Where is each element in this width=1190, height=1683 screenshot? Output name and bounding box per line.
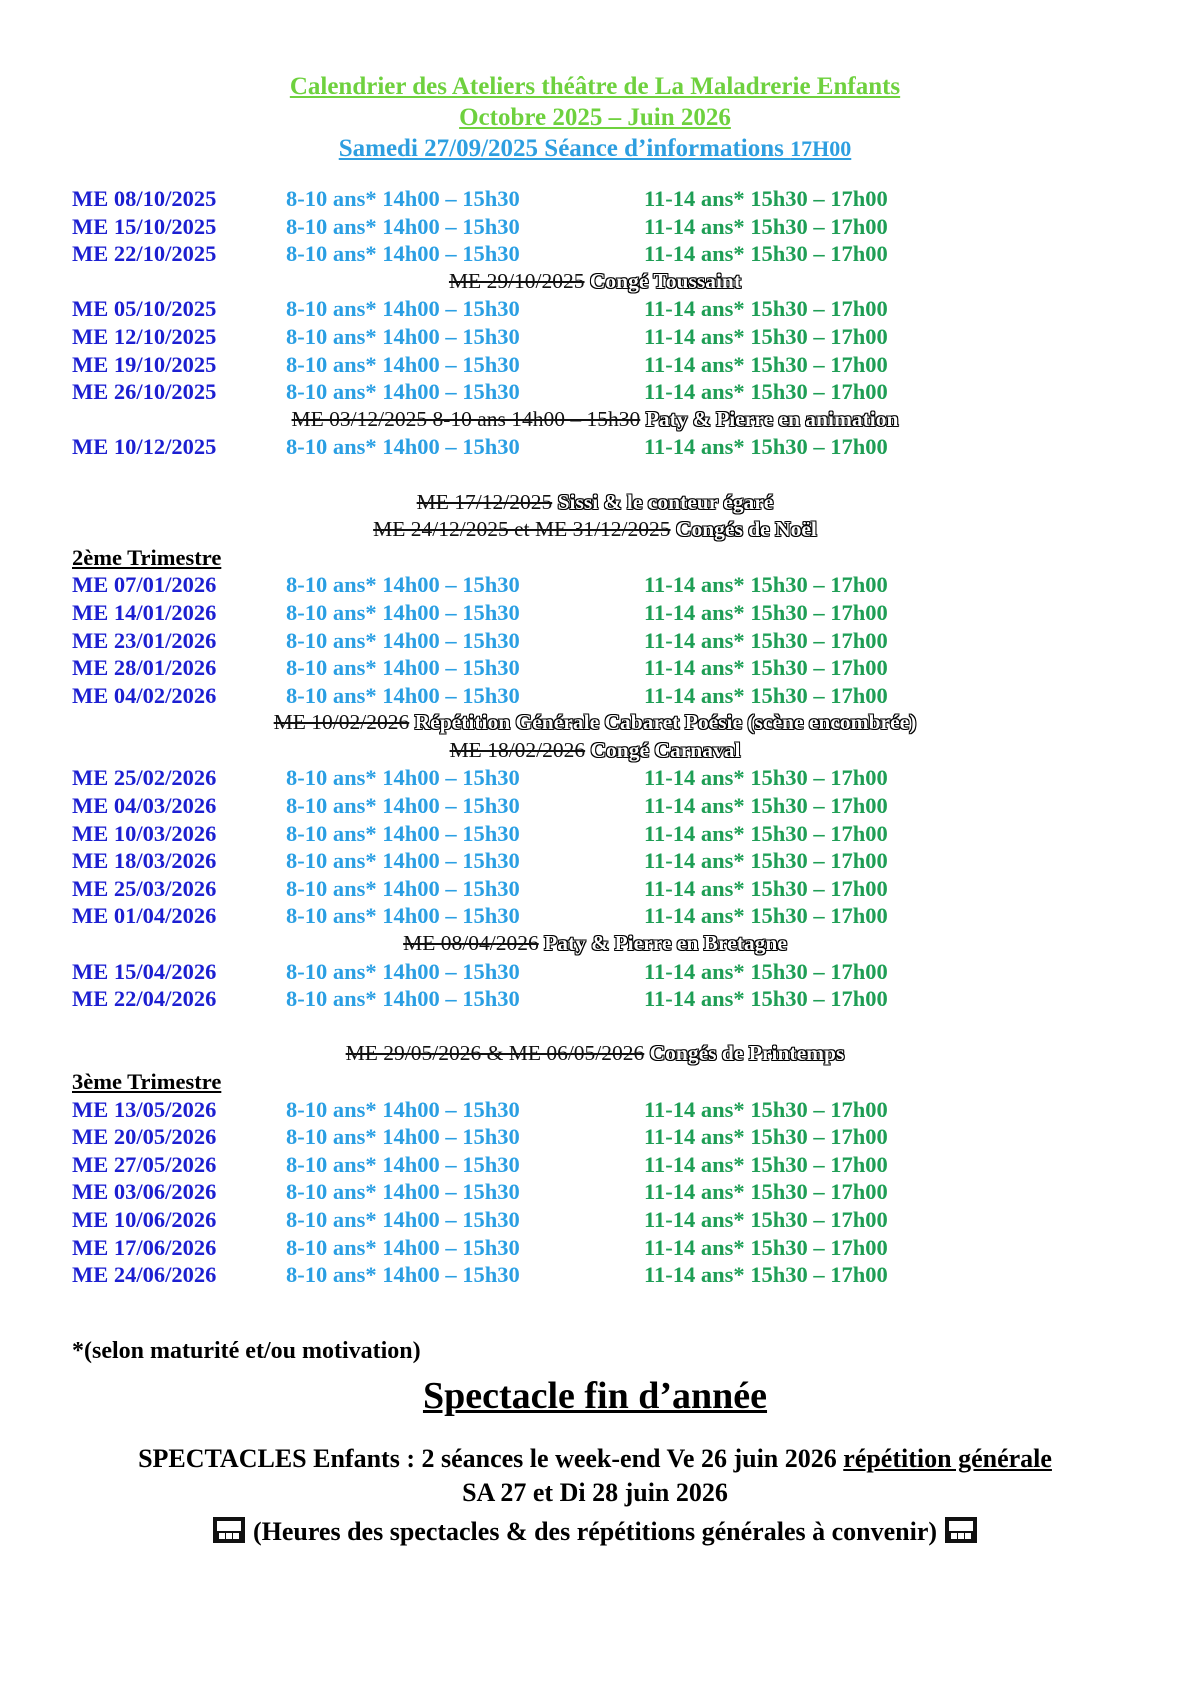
session-group-11-14: 11-14 ans* 15h30 – 17h00 [644, 1262, 888, 1288]
cancelled-row [0, 269, 1190, 297]
session-row [0, 876, 1190, 904]
session-group-8-10: 8-10 ans* 14h00 – 15h30 [286, 848, 520, 874]
session-group-8-10: 8-10 ans* 14h00 – 15h30 [286, 599, 520, 625]
cancellation-reason: Paty & Pierre en animation [640, 406, 899, 431]
session-date: ME 04/02/2026 [72, 682, 217, 708]
session-group-8-10: 8-10 ans* 14h00 – 15h30 [286, 903, 520, 929]
session-row [0, 1152, 1190, 1180]
session-date: ME 28/01/2026 [72, 655, 217, 681]
cancellation-reason: Répétition Générale Cabaret Poésie (scène encombrée) [409, 710, 917, 735]
session-row [0, 1097, 1190, 1125]
session-group-8-10: 8-10 ans* 14h00 – 15h30 [286, 1206, 520, 1232]
cancellation-reason: Congés de Printemps [644, 1041, 845, 1066]
session-group-11-14: 11-14 ans* 15h30 – 17h00 [644, 1179, 888, 1205]
calendar-title: Calendrier des Ateliers théâtre de La Maladrerie Enfants [289, 73, 901, 100]
session-row [0, 186, 1190, 214]
cancelled-row [0, 517, 1190, 545]
session-group-8-10: 8-10 ans* 14h00 – 15h30 [286, 1096, 520, 1122]
session-group-8-10: 8-10 ans* 14h00 – 15h30 [286, 323, 520, 349]
trimester-heading [0, 1069, 1190, 1097]
session-row [0, 765, 1190, 793]
session-date: ME 05/10/2025 [72, 296, 217, 322]
session-group-8-10: 8-10 ans* 14h00 – 15h30 [286, 1124, 520, 1150]
session-date: ME 23/01/2026 [72, 627, 217, 653]
session-group-8-10: 8-10 ans* 14h00 – 15h30 [286, 379, 520, 405]
session-date: ME 26/10/2025 [72, 379, 217, 405]
session-date: ME 22/10/2025 [72, 241, 217, 267]
session-row [0, 379, 1190, 407]
session-group-11-14: 11-14 ans* 15h30 – 17h00 [644, 682, 888, 708]
session-date: ME 25/02/2026 [72, 765, 217, 791]
session-date: ME 15/10/2025 [72, 213, 217, 239]
cancellation-reason: Congé Toussaint [584, 268, 742, 293]
footnote: *(selon maturité et/ou motivation) [72, 1338, 421, 1364]
cancellation-reason: Paty & Pierre en Bretagne [538, 931, 787, 956]
session-group-8-10: 8-10 ans* 14h00 – 15h30 [286, 682, 520, 708]
session-group-8-10: 8-10 ans* 14h00 – 15h30 [286, 296, 520, 322]
session-group-11-14: 11-14 ans* 15h30 – 17h00 [644, 986, 888, 1012]
trimester-heading [0, 545, 1190, 573]
session-date: ME 17/06/2026 [72, 1234, 217, 1260]
session-group-8-10: 8-10 ans* 14h00 – 15h30 [286, 793, 520, 819]
session-date: ME 10/06/2026 [72, 1206, 217, 1232]
cancelled-row [0, 407, 1190, 435]
session-group-8-10: 8-10 ans* 14h00 – 15h30 [286, 1151, 520, 1177]
cancellation-reason: Congé Carnaval [585, 737, 741, 762]
session-row [0, 628, 1190, 656]
info-session [0, 135, 1190, 163]
session-row [0, 1207, 1190, 1235]
session-group-8-10: 8-10 ans* 14h00 – 15h30 [286, 213, 520, 239]
session-row [0, 1262, 1190, 1290]
dress-rehearsal-link: répétition générale [843, 1444, 1052, 1473]
cancelled-date: ME 24/12/2025 et ME 31/12/2025 [373, 517, 671, 542]
cancelled-row [0, 490, 1190, 518]
session-date: ME 13/05/2026 [72, 1096, 217, 1122]
session-group-8-10: 8-10 ans* 14h00 – 15h30 [286, 1179, 520, 1205]
show-hours-line [0, 1516, 1190, 1547]
cancelled-row [0, 931, 1190, 959]
session-group-11-14: 11-14 ans* 15h30 – 17h00 [644, 186, 888, 211]
session-row [0, 1124, 1190, 1152]
schedule-list [0, 186, 1190, 1290]
session-row [0, 903, 1190, 931]
session-row [0, 793, 1190, 821]
session-group-8-10: 8-10 ans* 14h00 – 15h30 [286, 958, 520, 984]
session-group-8-10: 8-10 ans* 14h00 – 15h30 [286, 186, 520, 211]
session-group-11-14: 11-14 ans* 15h30 – 17h00 [644, 1096, 888, 1122]
spacer-row [0, 1014, 1190, 1042]
session-group-11-14: 11-14 ans* 15h30 – 17h00 [644, 351, 888, 377]
session-row [0, 600, 1190, 628]
session-date: ME 27/05/2026 [72, 1151, 217, 1177]
session-date: ME 03/06/2026 [72, 1179, 217, 1205]
end-of-year-heading: Spectacle fin d’année [422, 1375, 768, 1417]
session-group-11-14: 11-14 ans* 15h30 – 17h00 [644, 793, 888, 819]
session-group-11-14: 11-14 ans* 15h30 – 17h00 [644, 875, 888, 901]
show-dates-text: SPECTACLES Enfants : 2 séances le week-end Ve 26 juin 2026 [138, 1444, 844, 1473]
session-date: ME 18/03/2026 [72, 848, 217, 874]
cancelled-row [0, 738, 1190, 766]
session-row [0, 324, 1190, 352]
session-date: ME 20/05/2026 [72, 1124, 217, 1150]
session-date: ME 12/10/2025 [72, 323, 217, 349]
session-group-8-10: 8-10 ans* 14h00 – 15h30 [286, 986, 520, 1012]
session-row [0, 214, 1190, 242]
session-group-11-14: 11-14 ans* 15h30 – 17h00 [644, 213, 888, 239]
theater-seats-icon [944, 1516, 978, 1544]
session-date: ME 01/04/2026 [72, 903, 217, 929]
cancelled-date: ME 03/12/2025 8-10 ans 14h00 – 15h30 [291, 406, 641, 431]
cancelled-row [0, 710, 1190, 738]
session-group-11-14: 11-14 ans* 15h30 – 17h00 [644, 820, 888, 846]
cancelled-row [0, 1041, 1190, 1069]
session-group-8-10: 8-10 ans* 14h00 – 15h30 [286, 1262, 520, 1288]
show-hours-text: (Heures des spectacles & des répétitions générales à convenir) [246, 1517, 944, 1546]
cancelled-date: ME 17/12/2025 [416, 489, 553, 514]
session-group-8-10: 8-10 ans* 14h00 – 15h30 [286, 434, 520, 460]
session-date: ME 19/10/2025 [72, 351, 217, 377]
session-row [0, 296, 1190, 324]
session-group-8-10: 8-10 ans* 14h00 – 15h30 [286, 241, 520, 267]
trimester-label: 2ème Trimestre [72, 544, 222, 570]
session-group-11-14: 11-14 ans* 15h30 – 17h00 [644, 1234, 888, 1260]
cancellation-reason: Sissi & le conteur égaré [552, 489, 774, 514]
info-session-text: Samedi 27/09/2025 Séance d’informations [338, 135, 791, 162]
session-group-8-10: 8-10 ans* 14h00 – 15h30 [286, 572, 520, 598]
session-row [0, 572, 1190, 600]
session-group-11-14: 11-14 ans* 15h30 – 17h00 [644, 1206, 888, 1232]
session-group-8-10: 8-10 ans* 14h00 – 15h30 [286, 820, 520, 846]
cancelled-date: ME 10/02/2026 [273, 710, 410, 735]
session-group-11-14: 11-14 ans* 15h30 – 17h00 [644, 1151, 888, 1177]
cancellation-reason: Congés de Noël [670, 517, 817, 542]
session-group-8-10: 8-10 ans* 14h00 – 15h30 [286, 655, 520, 681]
session-row [0, 241, 1190, 269]
session-date: ME 24/06/2026 [72, 1262, 217, 1288]
session-group-8-10: 8-10 ans* 14h00 – 15h30 [286, 765, 520, 791]
session-date: ME 22/04/2026 [72, 986, 217, 1012]
show-dates-line [0, 1444, 1190, 1474]
session-row [0, 434, 1190, 462]
session-group-11-14: 11-14 ans* 15h30 – 17h00 [644, 958, 888, 984]
session-group-11-14: 11-14 ans* 15h30 – 17h00 [644, 599, 888, 625]
session-group-11-14: 11-14 ans* 15h30 – 17h00 [644, 379, 888, 405]
session-date: ME 15/04/2026 [72, 958, 217, 984]
session-group-8-10: 8-10 ans* 14h00 – 15h30 [286, 1234, 520, 1260]
session-date: ME 04/03/2026 [72, 793, 217, 819]
session-row [0, 352, 1190, 380]
session-row [0, 959, 1190, 987]
session-group-11-14: 11-14 ans* 15h30 – 17h00 [644, 241, 888, 267]
calendar-period: Octobre 2025 – Juin 2026 [459, 104, 731, 131]
session-group-8-10: 8-10 ans* 14h00 – 15h30 [286, 351, 520, 377]
session-row [0, 1235, 1190, 1263]
session-date: ME 10/12/2025 [72, 434, 217, 460]
spacer-row [0, 462, 1190, 490]
session-date: ME 10/03/2026 [72, 820, 217, 846]
session-group-11-14: 11-14 ans* 15h30 – 17h00 [644, 572, 888, 598]
session-date: ME 25/03/2026 [72, 875, 217, 901]
session-group-8-10: 8-10 ans* 14h00 – 15h30 [286, 875, 520, 901]
cancelled-date: ME 08/04/2026 [403, 931, 539, 956]
cancelled-date: ME 29/05/2026 & ME 06/05/2026 [345, 1041, 645, 1066]
session-group-11-14: 11-14 ans* 15h30 – 17h00 [644, 903, 888, 929]
session-group-11-14: 11-14 ans* 15h30 – 17h00 [644, 848, 888, 874]
session-row [0, 848, 1190, 876]
session-date: ME 08/10/2025 [72, 186, 217, 211]
session-group-11-14: 11-14 ans* 15h30 – 17h00 [644, 627, 888, 653]
session-date: ME 07/01/2026 [72, 572, 217, 598]
cancelled-date: ME 18/02/2026 [449, 737, 586, 762]
session-group-11-14: 11-14 ans* 15h30 – 17h00 [644, 323, 888, 349]
session-row [0, 986, 1190, 1014]
cancelled-date: ME 29/10/2025 [448, 268, 585, 293]
trimester-label: 3ème Trimestre [72, 1069, 222, 1094]
session-group-11-14: 11-14 ans* 15h30 – 17h00 [644, 434, 888, 460]
session-row [0, 655, 1190, 683]
session-group-8-10: 8-10 ans* 14h00 – 15h30 [286, 627, 520, 653]
info-session-time: 17H00 [790, 136, 852, 161]
session-row [0, 821, 1190, 849]
session-row [0, 1179, 1190, 1207]
session-group-11-14: 11-14 ans* 15h30 – 17h00 [644, 655, 888, 681]
session-group-11-14: 11-14 ans* 15h30 – 17h00 [644, 296, 888, 322]
theater-seats-icon [212, 1516, 246, 1544]
session-date: ME 14/01/2026 [72, 599, 217, 625]
session-group-11-14: 11-14 ans* 15h30 – 17h00 [644, 1124, 888, 1150]
show-days-line: SA 27 et Di 28 juin 2026 [462, 1478, 728, 1507]
session-group-11-14: 11-14 ans* 15h30 – 17h00 [644, 765, 888, 791]
session-row [0, 683, 1190, 711]
